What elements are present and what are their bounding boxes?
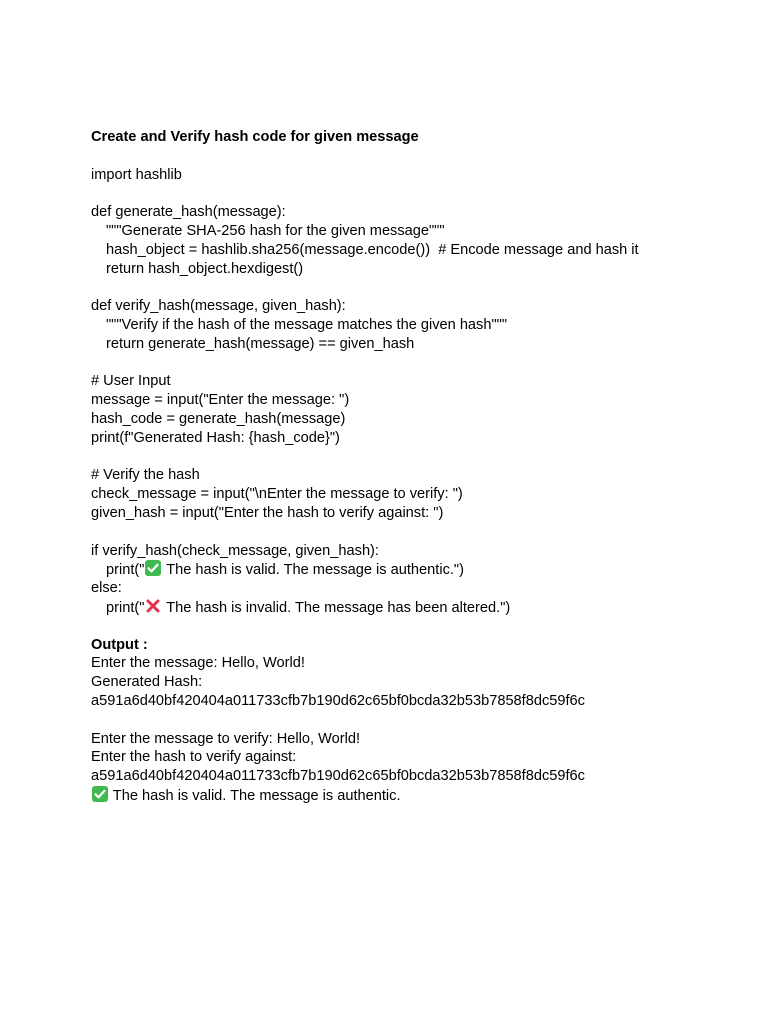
- code-print-prefix: print(": [106, 562, 145, 579]
- code-line-if: if verify_hash(check_message, given_hash):: [91, 542, 379, 559]
- output-line: Generated Hash:: [91, 674, 203, 691]
- code-line-print-generated: print(f"Generated Hash: {hash_code}"): [91, 429, 340, 446]
- check-mark-button-icon: [92, 786, 108, 802]
- code-comment-user-input: # User Input: [91, 373, 171, 390]
- code-line-verify-docstring: """Verify if the hash of the message matches the given hash""": [106, 316, 508, 333]
- output-line: Enter the hash to verify against:: [91, 749, 297, 766]
- output-line: Enter the message to verify: Hello, World!: [91, 730, 361, 747]
- code-line-else: else:: [91, 580, 122, 597]
- code-print-prefix: print(": [106, 599, 145, 616]
- spacer: [91, 523, 751, 542]
- code-comment-verify: # Verify the hash: [91, 467, 200, 484]
- code-line-generate-return: return hash_object.hexdigest(): [106, 260, 304, 277]
- code-line-print-valid: [91, 560, 751, 579]
- code-line-import: import hashlib: [91, 166, 182, 183]
- document-title: Create and Verify hash code for given message: [91, 129, 419, 145]
- spacer: [91, 278, 751, 297]
- output-heading: Output :: [91, 636, 148, 653]
- spacer: [91, 184, 751, 203]
- output-result-line: [91, 786, 751, 805]
- code-line-verify-return: return generate_hash(message) == given_hash: [106, 335, 415, 352]
- cross-mark-icon: [145, 598, 161, 614]
- code-line-print-invalid: [91, 598, 751, 617]
- output-line: Enter the message: Hello, World!: [91, 655, 305, 672]
- code-line-verify-def: def verify_hash(message, given_hash):: [91, 298, 346, 315]
- spacer: [91, 617, 751, 636]
- code-line-hash-object: hash_object = hashlib.sha256(message.encode()) # Encode message and hash it: [106, 241, 639, 258]
- code-line-generate-def: def generate_hash(message):: [91, 204, 286, 221]
- code-line-message-input: message = input("Enter the message: "): [91, 392, 350, 409]
- output-hash-value: a591a6d40bf420404a011733cfb7b190d62c65bf0bcda32b53b7858f8dc59f6c: [91, 692, 585, 709]
- output-result-text: The hash is valid. The message is authentic.: [109, 787, 401, 804]
- code-line-given-hash: given_hash = input("Enter the hash to verify against: "): [91, 504, 444, 521]
- spacer: [91, 147, 751, 166]
- code-line-hash-code: hash_code = generate_hash(message): [91, 410, 346, 427]
- output-hash-value: a591a6d40bf420404a011733cfb7b190d62c65bf0bcda32b53b7858f8dc59f6c: [91, 768, 585, 785]
- spacer: [91, 711, 751, 730]
- spacer: [91, 448, 751, 467]
- check-mark-button-icon: [145, 560, 161, 576]
- code-line-check-message: check_message = input("\nEnter the message to verify: "): [91, 486, 463, 503]
- spacer: [91, 354, 751, 373]
- document-page: [91, 128, 751, 805]
- code-line-generate-docstring: """Generate SHA-256 hash for the given message""": [106, 222, 445, 239]
- code-print-invalid-text: The hash is invalid. The message has been altered."): [162, 599, 511, 616]
- code-print-valid-text: The hash is valid. The message is authentic."): [162, 562, 464, 579]
